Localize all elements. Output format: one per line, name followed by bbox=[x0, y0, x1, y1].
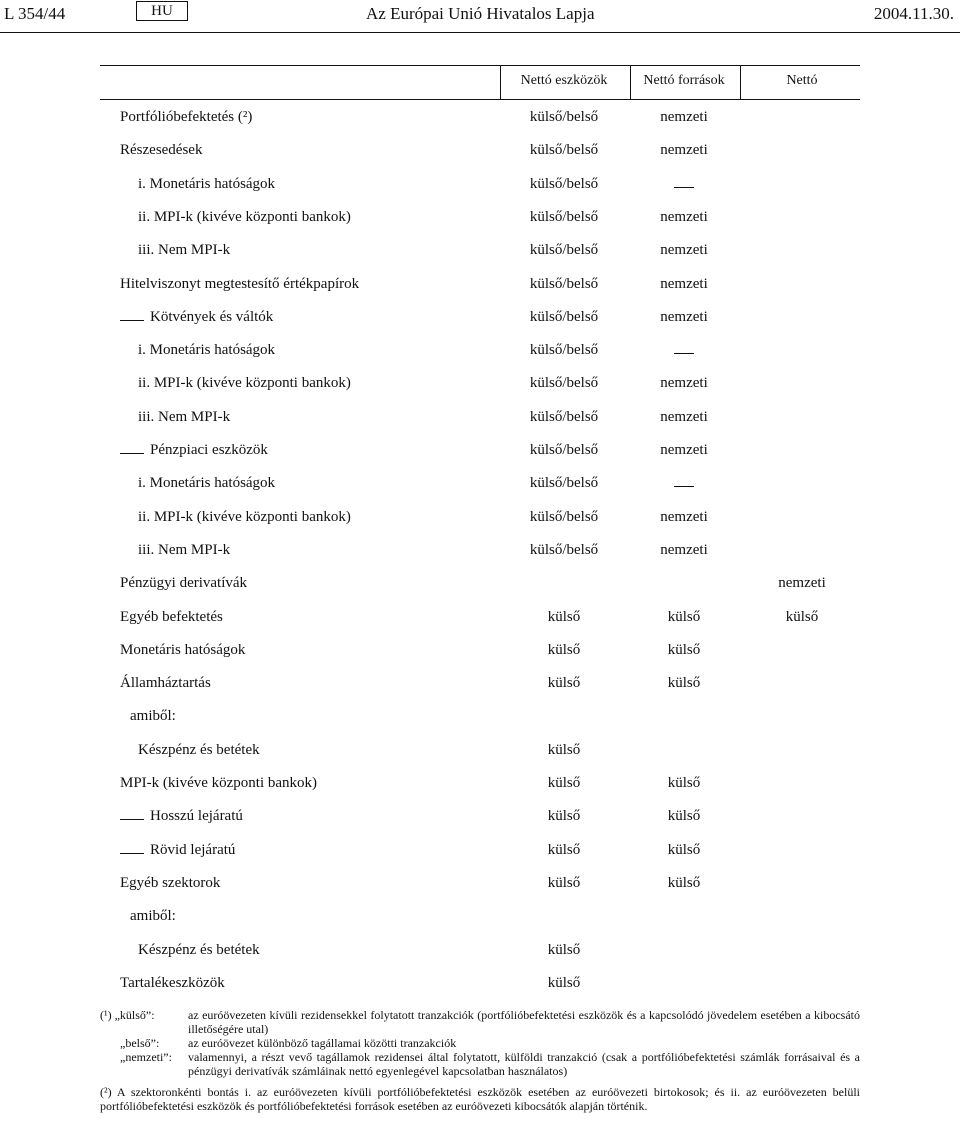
cell-liabilities: nemzeti bbox=[660, 142, 708, 159]
cell-assets: külső/belső bbox=[529, 541, 599, 558]
table-row bbox=[100, 842, 860, 866]
row-label: Hosszú lejáratú bbox=[150, 808, 243, 825]
cell-liabilities: nemzeti bbox=[660, 375, 708, 392]
cell-liabilities: külső bbox=[667, 841, 701, 858]
row-label: iii. Nem MPI-k bbox=[138, 242, 231, 259]
cell-assets: külső/belső bbox=[529, 175, 599, 192]
table-row bbox=[100, 142, 860, 166]
em-dash-marker bbox=[120, 320, 144, 321]
cell-liabilities: nemzeti bbox=[660, 242, 708, 259]
cell-liabilities: külső bbox=[667, 775, 701, 791]
table-row bbox=[100, 342, 860, 366]
not-applicable-dash bbox=[674, 486, 694, 487]
column-header-net-liabilities: Nettó források bbox=[643, 73, 725, 88]
cell-assets: külső/belső bbox=[529, 408, 599, 425]
row-label: Portfólióbefektetés (²) bbox=[120, 109, 253, 125]
table-row bbox=[100, 575, 860, 599]
cell-assets: külső/belső bbox=[529, 109, 599, 125]
table-row bbox=[100, 309, 860, 333]
row-label: Rövid lejáratú bbox=[150, 841, 236, 858]
em-dash-marker bbox=[120, 453, 144, 454]
table-row bbox=[100, 908, 860, 932]
cell-assets: külső bbox=[547, 641, 581, 658]
row-label: i. Monetáris hatóságok bbox=[138, 475, 276, 492]
journal-title: Az Európai Unió Hivatalos Lapja bbox=[366, 4, 595, 23]
table-row bbox=[100, 542, 860, 566]
footnote-definition: az euróövezeten kívüli rezidensekkel folytatott tranzakciók (portfólióbefektetési eszközök és a kapcsolódó jövedelem esetében a kibocsátó illetőségére utal) bbox=[188, 1008, 860, 1036]
cell-liabilities: külső bbox=[667, 641, 701, 658]
cell-liabilities: nemzeti bbox=[660, 308, 708, 325]
table-row bbox=[100, 775, 860, 799]
cell-assets: külső bbox=[547, 808, 581, 825]
table-row bbox=[100, 708, 860, 732]
table-row bbox=[100, 209, 860, 233]
publication-date: 2004.11.30. bbox=[873, 4, 954, 23]
cell-assets: külső/belső bbox=[529, 342, 599, 359]
header-rule bbox=[0, 32, 960, 33]
column-header-net-assets: Nettó eszközök bbox=[520, 73, 608, 88]
footnote-term: „belső”: bbox=[120, 1036, 160, 1050]
cell-assets: külső bbox=[547, 841, 581, 858]
row-label: Tartalékeszközök bbox=[120, 974, 225, 991]
footnote-definition: az euróövezet különböző tagállamai közötti tranzakciók bbox=[188, 1036, 457, 1050]
cell-liabilities: nemzeti bbox=[660, 109, 708, 125]
cell-assets: külső bbox=[547, 775, 581, 791]
page-number: L 354/44 bbox=[4, 4, 66, 23]
table-row bbox=[100, 375, 860, 399]
row-label: ii. MPI-k (kivéve központi bankok) bbox=[138, 375, 351, 392]
table-row bbox=[100, 609, 860, 633]
cell-assets: külső bbox=[547, 874, 581, 891]
table-row bbox=[100, 975, 860, 999]
cell-assets: külső/belső bbox=[529, 242, 599, 259]
row-label: iii. Nem MPI-k bbox=[138, 408, 231, 425]
cell-liabilities: külső bbox=[667, 874, 701, 891]
column-divider bbox=[740, 65, 741, 99]
cell-liabilities: külső bbox=[667, 675, 701, 692]
footnote-term: (¹) „külső”: bbox=[100, 1008, 155, 1022]
cell-assets: külső/belső bbox=[529, 308, 599, 325]
row-label: MPI-k (kivéve központi bankok) bbox=[120, 775, 318, 791]
not-applicable-dash bbox=[674, 353, 694, 354]
table-row bbox=[100, 409, 860, 433]
row-label: i. Monetáris hatóságok bbox=[138, 175, 276, 192]
cell-assets: külső/belső bbox=[529, 475, 599, 492]
row-label: amiből: bbox=[130, 708, 176, 725]
cell-assets: külső bbox=[547, 974, 581, 991]
row-label: amiből: bbox=[130, 908, 176, 925]
table-row bbox=[100, 942, 860, 966]
cell-assets: külső/belső bbox=[529, 375, 599, 392]
table-row bbox=[100, 109, 860, 133]
cell-liabilities: külső bbox=[667, 808, 701, 825]
cell-liabilities: nemzeti bbox=[660, 508, 708, 525]
row-label: Kötvények és váltók bbox=[150, 308, 274, 325]
row-label: i. Monetáris hatóságok bbox=[138, 342, 276, 359]
table-row bbox=[100, 276, 860, 300]
footnote-definition: valamennyi, a részt vevő tagállamok rezidensei által folytatott, külföldi tranzakció (csak a portfólióbefektetési számlák forrásaival és a pénzügyi derivatívák számláinak nettó egyenlegével kapcsolatban használatos) bbox=[188, 1050, 860, 1078]
cell-liabilities: nemzeti bbox=[660, 408, 708, 425]
row-label: Államháztartás bbox=[120, 675, 211, 692]
cell-assets: külső/belső bbox=[529, 275, 599, 292]
cell-assets: külső bbox=[547, 741, 581, 758]
row-label: Monetáris hatóságok bbox=[120, 641, 246, 658]
table-row bbox=[100, 509, 860, 533]
table-row bbox=[100, 242, 860, 266]
cell-liabilities: külső bbox=[667, 608, 701, 625]
table-row bbox=[100, 475, 860, 499]
column-header-net: Nettó bbox=[786, 73, 818, 88]
footnote-term: „nemzeti”: bbox=[120, 1050, 172, 1064]
column-divider bbox=[630, 65, 631, 99]
cell-liabilities: nemzeti bbox=[660, 442, 708, 458]
cell-assets: külső bbox=[547, 608, 581, 625]
table-row bbox=[100, 808, 860, 832]
cell-liabilities: nemzeti bbox=[660, 275, 708, 292]
cell-liabilities: nemzeti bbox=[660, 208, 708, 225]
row-label: Egyéb befektetés bbox=[120, 608, 223, 625]
cell-assets: külső/belső bbox=[529, 508, 599, 525]
row-label: Készpénz és betétek bbox=[138, 941, 260, 958]
cell-liabilities: nemzeti bbox=[660, 541, 708, 558]
page-header bbox=[0, 0, 960, 40]
cell-assets: külső/belső bbox=[529, 442, 599, 458]
row-label: Egyéb szektorok bbox=[120, 874, 221, 891]
cell-assets: külső/belső bbox=[529, 208, 599, 225]
table-row bbox=[100, 442, 860, 466]
cell-assets: külső bbox=[547, 941, 581, 958]
row-label: Részesedések bbox=[120, 142, 203, 159]
row-label: ii. MPI-k (kivéve központi bankok) bbox=[138, 508, 351, 525]
table-row bbox=[100, 176, 860, 200]
language-badge: HU bbox=[136, 1, 188, 21]
cell-assets: külső/belső bbox=[529, 142, 599, 159]
table-top-rule bbox=[100, 65, 860, 66]
cell-net: külső bbox=[785, 608, 819, 625]
table-row bbox=[100, 642, 860, 666]
table-row bbox=[100, 875, 860, 899]
row-label: Hitelviszonyt megtestesítő értékpapírok bbox=[120, 275, 360, 292]
row-label: iii. Nem MPI-k bbox=[138, 541, 231, 558]
table-row bbox=[100, 675, 860, 699]
em-dash-marker bbox=[120, 819, 144, 820]
column-header-row bbox=[100, 65, 860, 100]
row-label: Pénzügyi derivatívák bbox=[120, 575, 248, 592]
em-dash-marker bbox=[120, 853, 144, 854]
table-row bbox=[100, 742, 860, 766]
row-label: Pénzpiaci eszközök bbox=[150, 442, 268, 458]
row-label: Készpénz és betétek bbox=[138, 741, 260, 758]
cell-net: nemzeti bbox=[778, 575, 826, 592]
cell-assets: külső bbox=[547, 675, 581, 692]
not-applicable-dash bbox=[674, 187, 694, 188]
row-label: ii. MPI-k (kivéve központi bankok) bbox=[138, 208, 351, 225]
footnote-2: (²) A szektoronkénti bontás i. az euróövezeten kívüli portfólióbefektetési eszközök esetében az euróövezeti birtokosok; és ii. az euróövezeten belüli portfólióbefektetési eszközök és portfólióbefektetési források esetében az euróövezeti kibocsátók alapján történik. bbox=[100, 1085, 860, 1113]
column-divider bbox=[500, 65, 501, 99]
